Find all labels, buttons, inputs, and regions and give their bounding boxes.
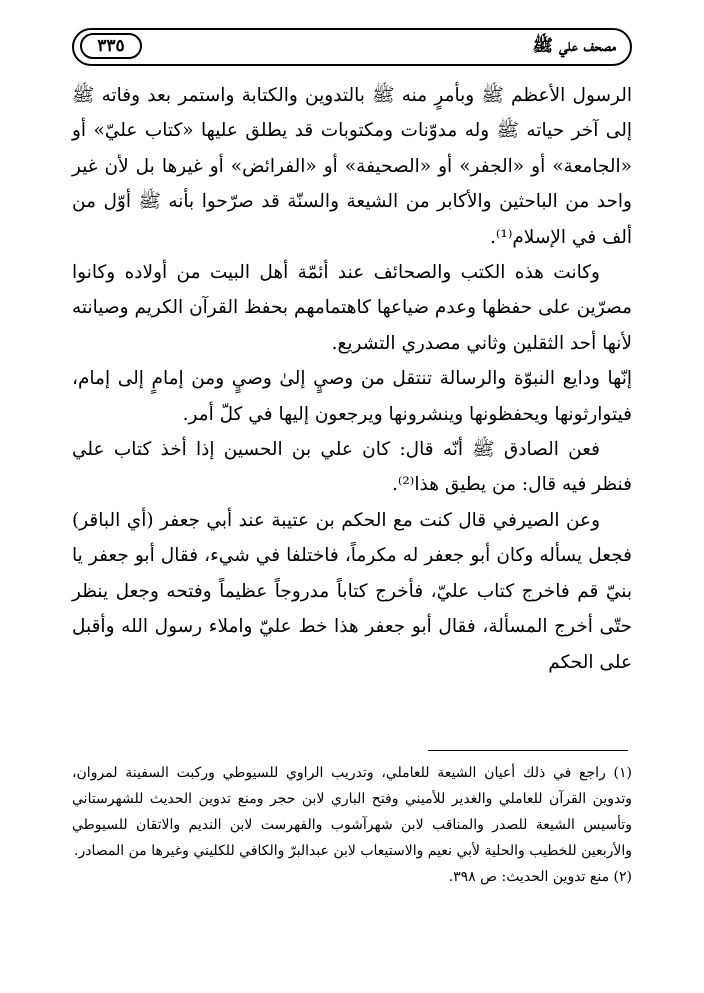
footnote: (٢) منع تدوين الحديث: ص ٣٩٨. [448,869,632,885]
paragraph: فعن الصادق ﷺ أنّه قال: كان علي بن الحسين إذا أخذ كتاب علي فنظر فيه قال: من يطيق هذا⁽²⁾. [72,439,632,496]
header-title: مصحف علي ﷺ [532,36,616,56]
page-number: ٣٣٥ [80,33,142,59]
main-text [72,78,632,680]
page-header [72,28,632,66]
paragraph: وكانت هذه الكتب والصحائف عند أئمّة أهل البيت من أولاده وكانوا مصرّين على حفظها وعدم ضياعها كاهتمامهم بحفظ القرآن الكريم وصيانته لأنها أحد الثقلين وثاني مصدري التشريع. [72,262,632,354]
paragraph: إنّها ودايع النبوّة والرسالة تنتقل من وصيٍ إلىٰ وصيٍ ومن إمامٍ إلى إمام، فيتوارثونها ويحفظونها وينشرونها ويرجعون إليها في كلّ أمر. [72,368,632,425]
paragraph: وعن الصيرفي قال كنت مع الحكم بن عتيبة عند أبي جعفر (أي الباقر) فجعل يسأله وكان أبو جعفر له مكرماً، فاختلفا في شيء، فقال أبو جعفر يا بنيّ قم فاخرج كتاب عليّ، فأخرج كتاباً مدروجاً عظيماً وفتحه وجعل ينظر حتّى أخرج المسألة، فقال أبو جعفر هذا خط عليّ واملاء رسول الله وأقبل على الحكم [72,509,632,673]
footnote: (١) راجع في ذلك أعيان الشيعة للعاملي، وتدريب الراوي للسيوطي وركبت السفينة لمروان، وتدوين القرآن للعاملي والغدير للأميني وفتح الباري لابن حجر ومنع تدوين الحديث للشهرستاني وتأسيس الشيعة للصدر والمناقب لابن شهرآشوب والفهرست لابن النديم والاتقان للسيوطي والأربعين للخطيب والحلية لأبي نعيم والاستيعاب لابن عبدالبرّ والكافي للكليني وغيرها من المصادر. [72,765,632,859]
footnote-divider [428,750,628,751]
footnotes [72,760,632,890]
paragraph: الرسول الأعظم ﷺ وبأمرٍ منه ﷺ بالتدوين والكتابة واستمر بعد وفاته ﷺ إلى آخر حياته ﷺ وله مدوّنات ومكتوبات قد يطلق عليها «كتاب عليّ» أو «الجامعة» أو «الجفر» أو «الصحيفة» أو «الفرائض» أو غيرها بل لأن غير واحد من الباحثين والأكابر من الشيعة والسنّة قد صرّحوا بأنه ﷺ أوّل من ألف في الإسلام⁽¹⁾. [72,85,632,248]
